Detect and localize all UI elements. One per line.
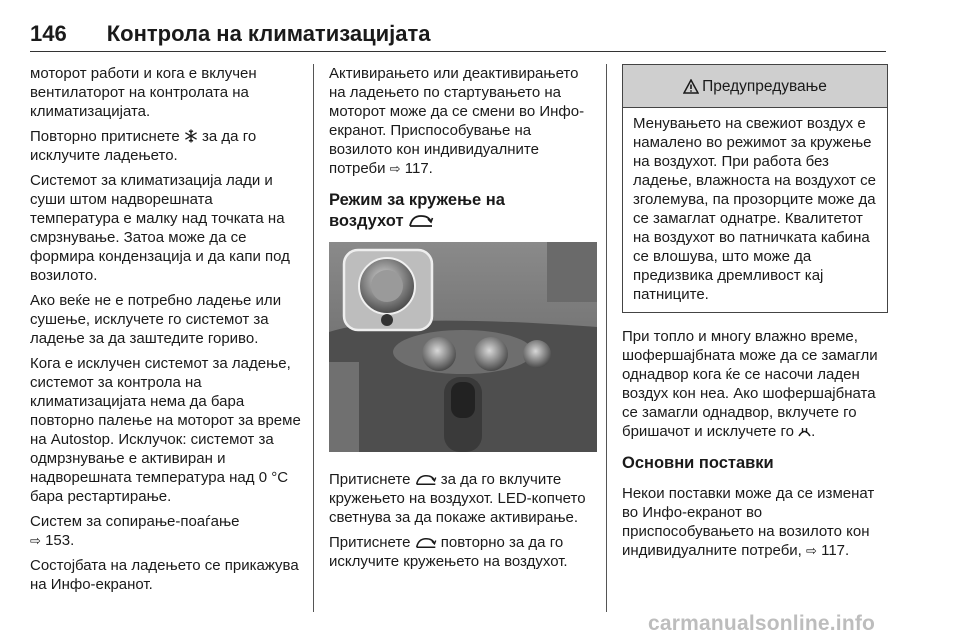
page-title: Контрола на климатизацијата (106, 21, 431, 46)
air-recirculation-icon (415, 474, 437, 486)
paragraph: Повторно притиснете за да го исклучите ладењето. (30, 128, 257, 164)
page-header (30, 22, 886, 52)
section-heading: Основни поставки (622, 454, 774, 472)
paragraph: Системот за климатизација лади и суши штом надворешната температура е малку над точката на смрзнување. Затоа може да се формира кондензација и да капи под возилото. (30, 172, 290, 284)
section-heading: Режим за кружење на воздухот (329, 191, 505, 230)
dashboard-controls-photo (329, 242, 597, 452)
warning-header (623, 65, 887, 108)
column-1 (30, 64, 302, 600)
paragraph: Систем за сопирање-поаѓање ⇨ 153. (30, 513, 240, 549)
paragraph: Притиснете повторно за да го исклучите кружењето на воздухот. (329, 534, 568, 570)
warning-box (622, 64, 888, 313)
watermark: carmanualsonline.info (648, 612, 876, 635)
column-divider (606, 64, 607, 612)
paragraph: При топло и многу влажно време, шофершајбната може да се замагли однадвор кога ќе се насочи ладен воздух кон неа. Ако шофершајбната се замагли однадвор, вклучете го бришачот и исклучете го . (622, 328, 878, 440)
page-reference: 153. (45, 532, 75, 549)
page-reference-arrow-icon: ⇨ (389, 161, 401, 176)
warning-triangle-icon (683, 79, 699, 94)
column-divider (313, 64, 314, 612)
paragraph: Кога е исклучен системот за ладење, системот за контрола на климатизацијата нема да бара повторно палење на моторот за време на Autostop. Исклучок: системот за одмрзнување е активиран и надворешната температура над 0 °C бара рестартирање. (30, 355, 301, 505)
paragraph: Активирањето или деактивирањето на ладењето по стартувањето на моторот може да се смени во Инфо-екранот. Приспособување на возилото кон индивидуалните потреби ⇨ 117. (329, 65, 585, 177)
page-reference: 117. (821, 542, 850, 559)
windshield-airflow-icon (798, 425, 811, 438)
paragraph: Состојбата на ладењето се прикажува на Инфо-екранот. (30, 557, 299, 593)
column-2 (329, 64, 597, 577)
page-reference-arrow-icon: ⇨ (806, 543, 817, 558)
snowflake-icon (184, 129, 198, 143)
page-reference-arrow-icon: ⇨ (30, 533, 41, 548)
warning-body (623, 108, 887, 312)
paragraph: Ако веќе не е потребно ладење или сушење, исклучете го системот за ладење за да заштедите гориво. (30, 292, 282, 347)
paragraph: Некои поставки може да се изменат во Инфо-екранот во приспособувањето на возилото кон индивидуалните потреби, ⇨ 117. (622, 485, 875, 559)
warning-text: Менувањето на свежиот воздух е намалено во режимот за кружење на воздухот. При работа без ладење, влажноста на воздухот се зголемува, па прозорците може да се замаглат однатре. Квалитетот на воздухот во патничката кабина се влошува, што може да предизвика дремливост кај патниците. (633, 115, 876, 303)
air-recirculation-icon (415, 537, 437, 549)
warning-title: Предупредување (702, 77, 827, 95)
page-number: 146 (30, 21, 67, 46)
paragraph: Притиснете за да го вклучите кружењето на воздухот. LED-копчето светнува за да покаже активирање. (329, 471, 586, 526)
paragraph: моторот работи и кога е вклучен вентилаторот на контролата на климатизацијата. (30, 65, 257, 120)
air-recirculation-icon (408, 214, 434, 228)
column-3 (622, 64, 888, 566)
page-reference: 117. (404, 160, 433, 177)
